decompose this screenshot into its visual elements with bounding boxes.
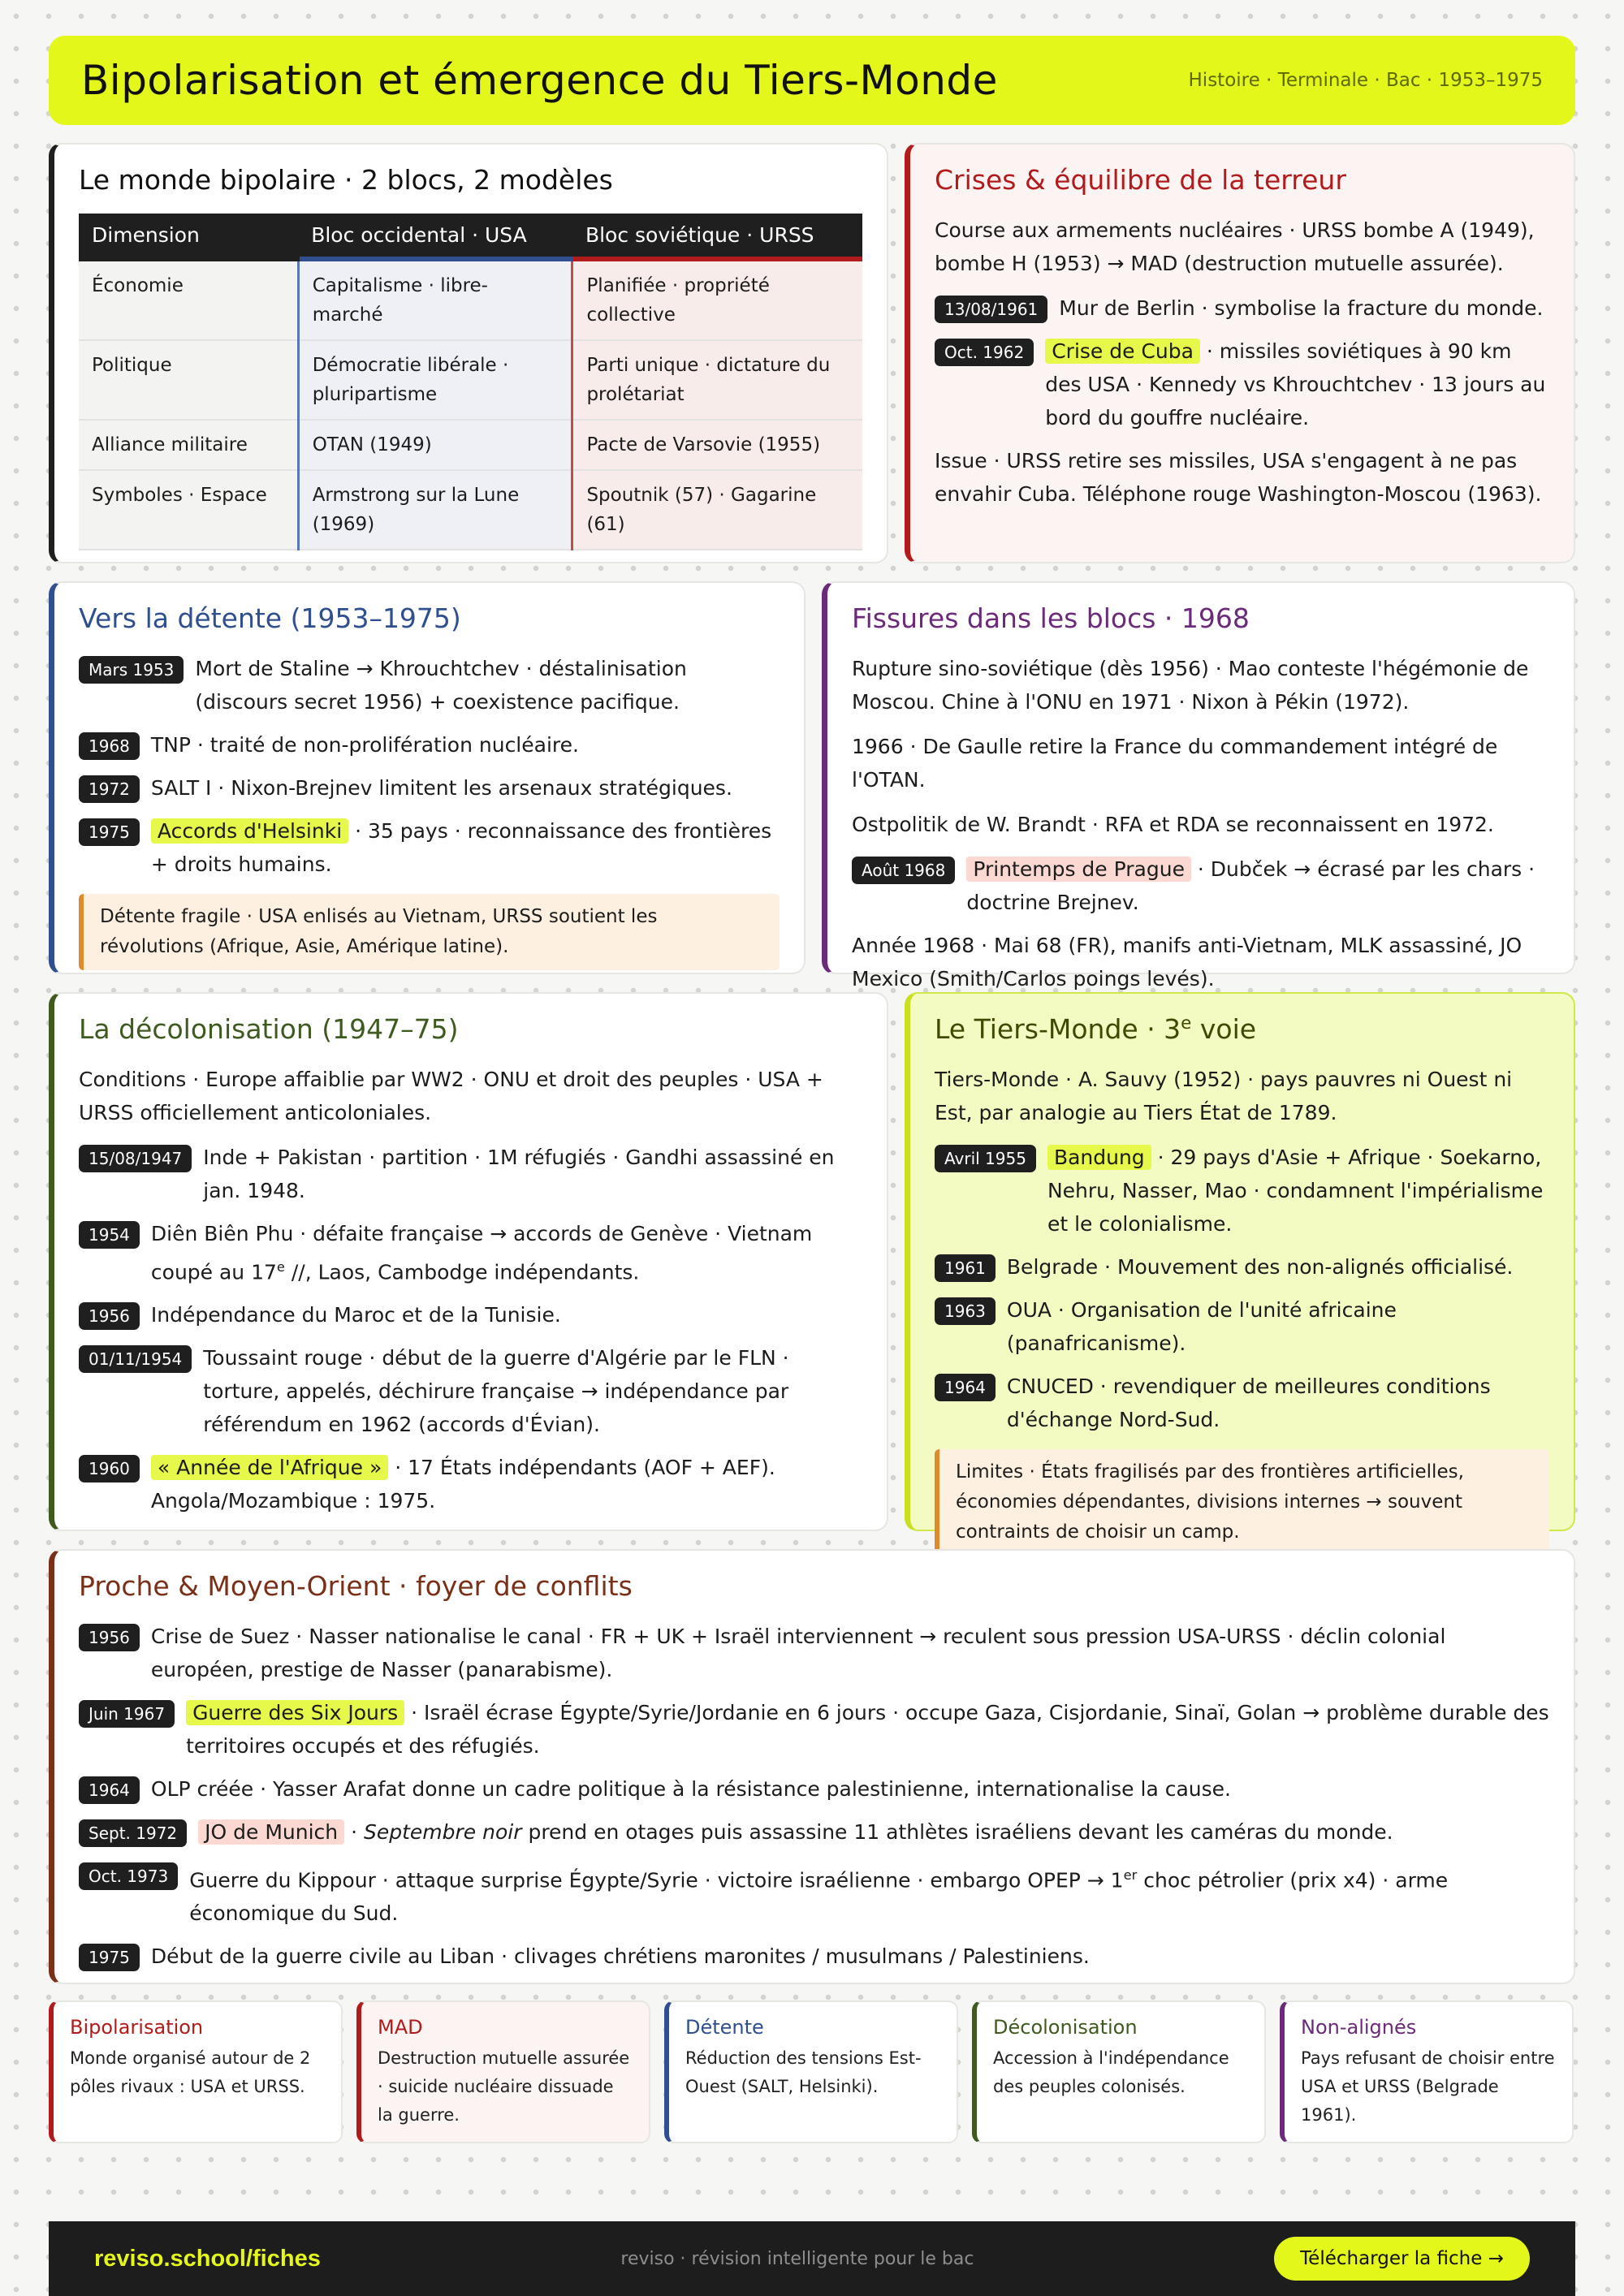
card-title: Le monde bipolaire · 2 blocs, 2 modèles [79, 164, 613, 196]
glossary-term: Détente [685, 2016, 764, 2039]
date-tag: 1961 [935, 1254, 996, 1282]
event-item [79, 1341, 862, 1441]
date-tag: 1968 [79, 732, 140, 760]
card-title: Vers la détente (1953–1975) [79, 602, 461, 634]
event-text: Crise de Suez · Nasser nationalise le canal · FR + UK + Israël interviennent → reculent sous pression USA-URSS · déclin colonial européen, prestige de Nasser (panarabisme). [150, 1625, 1446, 1681]
page-meta: Histoire · Terminale · Bac · 1953–1975 [1188, 70, 1543, 91]
date-tag: 1964 [935, 1374, 996, 1401]
glossary-definition: Réduction des tensions Est-Ouest (SALT, Helsinki). [685, 2048, 922, 2096]
event-detail: choc pétrolier (prix x4) · arme économique du Sud. [189, 1868, 1449, 1926]
event-item [79, 1141, 862, 1207]
date-tag: Oct. 1962 [935, 339, 1034, 366]
table-cell: Économie [79, 259, 298, 340]
event-item [935, 1141, 1549, 1241]
glossary-card-bipolarisation [49, 2000, 343, 2143]
event-text [1045, 334, 1549, 434]
event-text: SALT I · Nixon-Brejnev limitent les arsenaux stratégiques. [150, 776, 732, 800]
detente-note: Détente fragile · USA enlisés au Vietnam, URSS soutient les révolutions (Afrique, Asie, Amérique latine). [79, 894, 780, 970]
event-item [79, 1620, 1549, 1686]
card-decolonisation [49, 992, 888, 1531]
date-tag: Juin 1967 [79, 1700, 175, 1728]
event-item [79, 1772, 1549, 1806]
event-text: Début de la guerre civile au Liban · clivages chrétiens maronites / musulmans / Palestiniens. [150, 1944, 1090, 1969]
event-detail: Diên Biên Phu · défaite française → accords de Genève · Vietnam coupé au 17 [150, 1222, 813, 1284]
highlight: Guerre des Six Jours [186, 1700, 404, 1725]
date-tag: 1954 [79, 1221, 140, 1249]
fissures-p4: Année 1968 · Mai 68 (FR), manifs anti-Vietnam, MLK assassiné, JO Mexico (Smith/Carlos poings levés). [852, 934, 1522, 990]
table-cell: Alliance militaire [79, 420, 298, 470]
table-row [79, 420, 862, 470]
card-detente [49, 581, 806, 974]
event-text [151, 814, 780, 881]
table-cell: Symboles · Espace [79, 470, 298, 550]
event-text: Mur de Berlin · symbolise la fracture du monde. [1059, 296, 1544, 320]
event-item [79, 1940, 1549, 1973]
tiers-monde-note: Limites · États fragilisés par des frontières artificielles, économies dépendantes, divisions internes → souvent contraints de choisir un camp. [935, 1449, 1549, 1556]
footer-tagline: reviso · révision intelligente pour le bac [620, 2248, 974, 2269]
glossary-term: Décolonisation [993, 2016, 1138, 2039]
date-tag: 1960 [79, 1455, 140, 1482]
table-cell: Capitalisme · libre-marché [298, 259, 572, 340]
date-tag: 1963 [935, 1297, 996, 1325]
card-crises [905, 143, 1575, 563]
glossary-card-non-alignes [1280, 2000, 1574, 2143]
title-part: Le Tiers-Monde · 3 [935, 1013, 1181, 1045]
table-cell: Politique [79, 340, 298, 420]
header-banner [49, 36, 1575, 125]
date-tag: 1964 [79, 1776, 140, 1804]
footer-bar [49, 2221, 1575, 2296]
date-tag: Août 1968 [852, 857, 955, 884]
date-tag: Avril 1955 [935, 1145, 1036, 1172]
event-text [1047, 1141, 1549, 1241]
superscript: e [1181, 1013, 1192, 1034]
event-item [935, 1293, 1549, 1360]
table-cell: Démocratie libérale · pluripartisme [298, 340, 572, 420]
event-detail: · 29 pays d'Asie + Afrique · Soekarno, Nehru, Nasser, Mao · condamnent l'impérialisme et le colonialisme. [1047, 1146, 1544, 1236]
fissures-p3: Ostpolitik de W. Brandt · RFA et RDA se reconnaissent en 1972. [852, 813, 1494, 836]
table-cell: OTAN (1949) [298, 420, 572, 470]
card-title: Proche & Moyen-Orient · foyer de conflits [79, 1570, 633, 1602]
event-item [79, 1815, 1549, 1849]
table-header-row [79, 214, 862, 259]
superscript: e [276, 1259, 285, 1275]
event-detail: Guerre du Kippour · attaque surprise Égypte/Syrie · victoire israélienne · embargo OPEP → 1 [189, 1868, 1124, 1892]
footer-brand-link[interactable]: reviso.school/fiches [94, 2245, 321, 2272]
event-item [79, 1858, 1549, 1930]
card-title [935, 1013, 1549, 1045]
glossary-card-mad [356, 2000, 650, 2143]
date-tag: Oct. 1973 [79, 1862, 178, 1890]
glossary-card-detente [664, 2000, 958, 2143]
date-tag: Mars 1953 [79, 656, 184, 684]
highlight: Printemps de Prague [966, 857, 1191, 882]
crises-intro: Course aux armements nucléaires · URSS bombe A (1949), bombe H (1953) → MAD (destruction mutuelle assurée). [935, 218, 1535, 275]
table-row [79, 340, 862, 420]
title-part: voie [1191, 1013, 1257, 1045]
event-detail: · missiles soviétiques à 90 km des USA · Kennedy vs Khrouchtchev · 13 jours au bord du gouffre nucléaire. [1045, 339, 1546, 429]
card-bipolar [49, 143, 888, 563]
card-title: Fissures dans les blocs · 1968 [852, 602, 1250, 634]
event-emphasis: Septembre noir [364, 1820, 522, 1844]
date-tag: 1956 [79, 1302, 140, 1330]
event-detail: · Dubček → écrasé par les chars · doctrine Brejnev. [966, 857, 1535, 914]
table-header: Bloc soviétique · URSS [572, 214, 862, 259]
event-item [79, 771, 780, 805]
glossary-definition: Pays refusant de choisir entre USA et URSS (Belgrade 1961). [1301, 2048, 1555, 2125]
date-tag: Sept. 1972 [79, 1819, 187, 1847]
event-detail: · 17 États indépendants (AOF + AEF). Angola/Mozambique : 1975. [150, 1456, 775, 1513]
highlight: JO de Munich [198, 1819, 344, 1845]
event-text [189, 1858, 1549, 1930]
event-item [935, 291, 1549, 325]
event-text [151, 1217, 862, 1288]
event-item [935, 1250, 1549, 1284]
date-tag: 1975 [79, 818, 140, 846]
decolonisation-intro: Conditions · Europe affaiblie par WW2 · ONU et droit des peuples · USA + URSS officiellement anticoloniales. [79, 1068, 823, 1124]
event-text: OLP créée · Yasser Arafat donne un cadre politique à la résistance palestinienne, internationalise la cause. [150, 1777, 1231, 1801]
glossary-term: Bipolarisation [70, 2016, 204, 2039]
date-tag: 01/11/1954 [79, 1345, 192, 1373]
event-item [79, 728, 780, 762]
highlight: « Année de l'Afrique » [151, 1455, 388, 1480]
event-text [966, 852, 1549, 919]
event-item [852, 852, 1549, 919]
highlight: Bandung [1047, 1145, 1151, 1170]
table-header: Bloc occidental · USA [298, 214, 572, 259]
event-text: Belgrade · Mouvement des non-alignés officialisé. [1006, 1255, 1514, 1279]
event-text: Inde + Pakistan · partition · 1M réfugiés · Gandhi assassiné en jan. 1948. [203, 1146, 835, 1202]
card-tiers-monde [905, 992, 1575, 1543]
highlight: Crise de Cuba [1045, 339, 1200, 364]
tiers-monde-intro: Tiers-Monde · A. Sauvy (1952) · pays pauvres ni Ouest ni Est, par analogie au Tiers État de 1789. [935, 1068, 1513, 1124]
event-item [79, 652, 780, 719]
event-item [79, 1696, 1549, 1763]
glossary-definition: Destruction mutuelle assurée · suicide nucléaire dissuade la guerre. [378, 2048, 630, 2125]
event-item [79, 1451, 862, 1517]
event-item [935, 1370, 1549, 1436]
superscript: er [1123, 1867, 1138, 1883]
event-text: Mort de Staline → Khrouchtchev · déstalinisation (discours secret 1956) + coexistence pacifique. [195, 657, 687, 714]
date-tag: 15/08/1947 [79, 1145, 192, 1172]
card-proche-orient [49, 1549, 1575, 1984]
table-cell: Pacte de Varsovie (1955) [572, 420, 862, 470]
glossary-term: MAD [378, 2016, 423, 2039]
event-text [151, 1451, 862, 1517]
date-tag: 1972 [79, 775, 140, 803]
date-tag: 1975 [79, 1944, 140, 1971]
table-header: Dimension [79, 214, 298, 259]
event-text: JO de Munich · Septembre noir prend en otages puis assassine 11 athlètes israéliens devant les caméras du monde. [198, 1815, 1393, 1849]
table-row [79, 259, 862, 340]
event-detail: · 35 pays · reconnaissance des frontières + droits humains. [150, 819, 772, 876]
event-detail: · Israël écrase Égypte/Syrie/Jordanie en 6 jours · occupe Gaza, Cisjordanie, Sinaï, Golan → problème durable des territoires occupés et des réfugiés. [186, 1701, 1549, 1758]
table-cell: Armstrong sur la Lune (1969) [298, 470, 572, 550]
page-title: Bipolarisation et émergence du Tiers-Monde [81, 57, 998, 104]
date-tag: 1956 [79, 1624, 140, 1651]
event-text: OUA · Organisation de l'unité africaine (panafricanisme). [1006, 1298, 1397, 1355]
event-detail: prend en otages puis assassine 11 athlètes israéliens devant les caméras du monde. [521, 1820, 1393, 1844]
event-detail: //, Laos, Cambodge indépendants. [284, 1260, 640, 1284]
comparison-table [79, 214, 862, 550]
table-cell: Parti unique · dictature du prolétariat [572, 340, 862, 420]
fissures-p1: Rupture sino-soviétique (dès 1956) · Mao conteste l'hégémonie de Moscou. Chine à l'ONU en 1971 · Nixon à Pékin (1972). [852, 657, 1529, 714]
table-row [79, 470, 862, 550]
event-item [79, 814, 780, 881]
event-text: CNUCED · revendiquer de meilleures conditions d'échange Nord-Sud. [1006, 1375, 1491, 1431]
event-text: TNP · traité de non-prolifération nucléaire. [150, 733, 579, 757]
event-text [186, 1696, 1549, 1763]
card-fissures [822, 581, 1575, 990]
event-item [935, 334, 1549, 434]
highlight: Accords d'Helsinki [151, 818, 348, 844]
card-title: La décolonisation (1947–75) [79, 1013, 459, 1045]
glossary-definition: Accession à l'indépendance des peuples colonisés. [993, 2048, 1229, 2096]
download-button[interactable]: Télécharger la fiche → [1274, 2237, 1530, 2281]
glossary-definition: Monde organisé autour de 2 pôles rivaux : USA et URSS. [70, 2048, 311, 2096]
fissures-p2: 1966 · De Gaulle retire la France du commandement intégré de l'OTAN. [852, 735, 1498, 792]
event-text: Toussaint rouge · début de la guerre d'Algérie par le FLN · torture, appelés, déchirure française → indépendance par référendum en 1962 (accords d'Évian). [203, 1346, 789, 1437]
crises-issue: Issue · URSS retire ses missiles, USA s'engagent à ne pas envahir Cuba. Téléphone rouge Washington-Moscou (1963). [935, 449, 1542, 506]
card-title: Crises & équilibre de la terreur [935, 164, 1346, 196]
glossary-term: Non-alignés [1301, 2016, 1417, 2039]
glossary-card-decolonisation [972, 2000, 1266, 2143]
event-text: Indépendance du Maroc et de la Tunisie. [150, 1303, 561, 1327]
event-item [79, 1298, 862, 1331]
table-cell: Planifiée · propriété collective [572, 259, 862, 340]
table-cell: Spoutnik (57) · Gagarine (61) [572, 470, 862, 550]
event-item [79, 1217, 862, 1288]
date-tag: 13/08/1961 [935, 296, 1047, 323]
